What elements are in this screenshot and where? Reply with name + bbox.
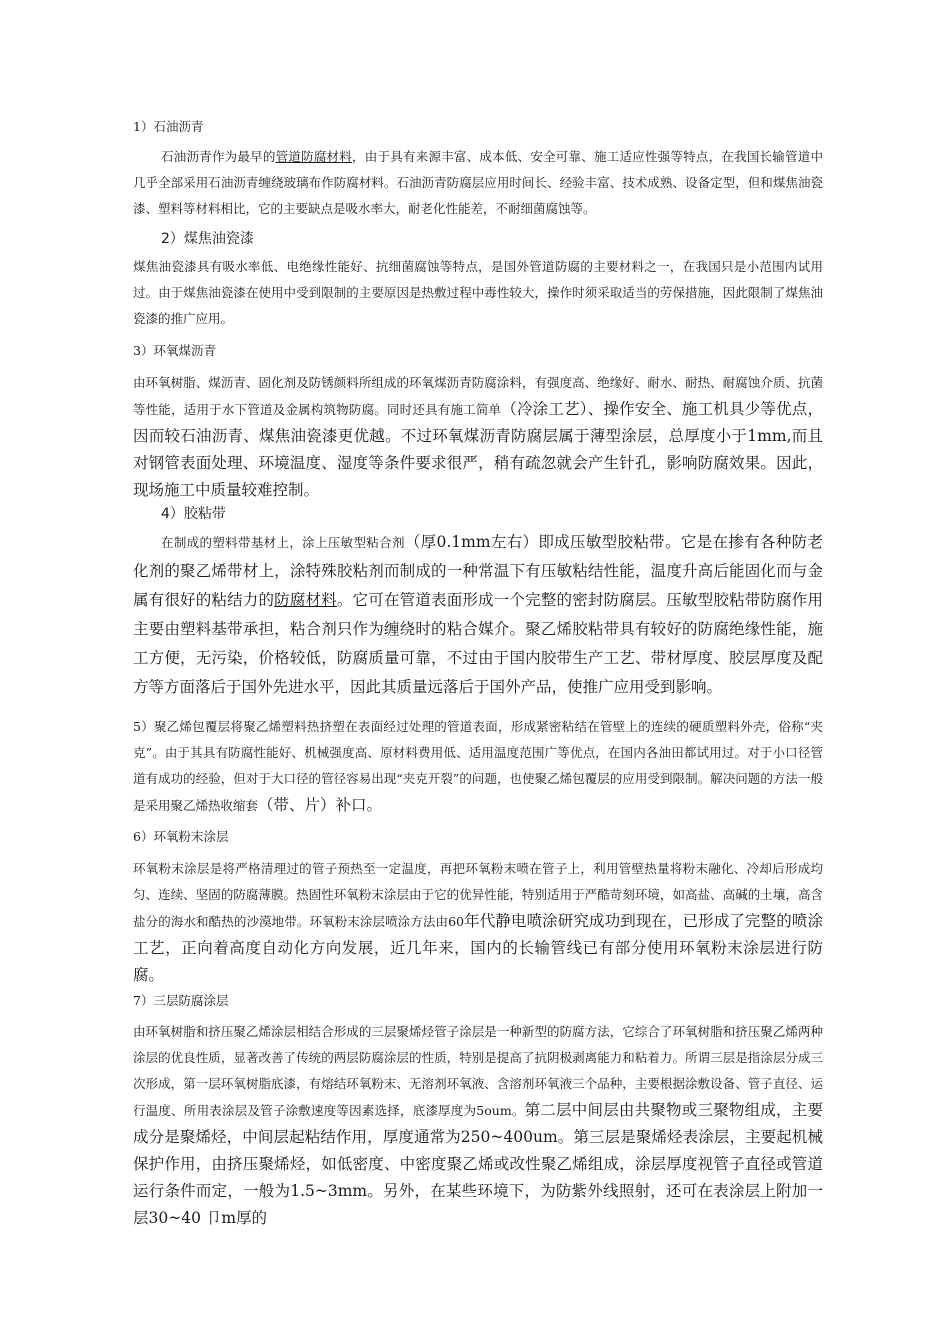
section-7 <box>133 992 823 1232</box>
text-run: 环氧粉末涂层是将严格清理过的管子预热至一定温度，再把环氧粉末喷在管子上，利用管壁热量将粉末融化、冷却后形成均匀、连续、坚固的防腐薄膜。热固性环氧粉末涂层由于它的优异性能，特别适用于严酷苛刻环境，如高盐、高碱的土壤，高含盐分的海水和酷热的沙漠地带。环氧粉末涂层喷涂方法由60 <box>133 861 823 929</box>
text-run: 年代静电喷涂研究成功到现在，已形成了完整的喷涂工艺，正向着高度自动化方向发展，近几年来，国内的长输管线已有部分使用环氧粉末涂层进行防腐。 <box>133 912 823 984</box>
text-run: 由环氧树脂、煤沥青、固化剂及防锈颜料所组成的环氧煤沥青防腐涂料，有强度高、绝缘好、耐水、耐热、耐腐蚀介质、抗菌等性能，适用于水下管道及金属构筑物防腐。同时还具有施工简单 <box>133 375 823 417</box>
link-text: 管道防腐材料 <box>275 149 353 164</box>
text-run: 由环氧树脂和挤压聚乙烯涂层相结合形成的三层聚烯烃管子涂层是一种新型的防腐方法，它综合了环氧树脂和挤压聚乙烯两种涂层的优良性质，显著改善了传统的两层防腐涂层的性质，特别是提高了抗阴极剥离能力和粘着力。所谓三层是指涂层分成三次形成，第一层环氧树脂底漆，有熔结环氧粉末、无溶剂环氧液、含溶剂环氧液三个品种，主要根据涂敷设备、管子直径、运行温度、所用表涂层及管子涂敷速度等因素选择，底漆厚度为5oum。 <box>133 1024 823 1118</box>
text-run: 第二层中间层由共聚物或三聚物组成，主要成分是聚烯烃，中间层起粘结作用，厚度通常为250~400um。第三层是聚烯烃表涂层，主要起机械保护作用，由挤压聚烯烃，如低密度、中密度聚乙烯或改性聚乙烯组成，涂层厚度视管子直径或管道运行条件而定，一般为1.5~3mm。另外，在某些环境下，为防紫外线照射，还可在表涂层上附加一层30~40 卩m厚的 <box>133 1101 823 1227</box>
text-run: （带、片）补口。 <box>258 796 383 814</box>
section-paragraph <box>133 714 823 819</box>
text-run: ，由于具有来源丰富、成本低、安全可靠、施工适应性强等特点，在我国长输管道中几乎全部采用石油沥青缠绕玻璃布作防腐材料。石油沥青防腐层应用时间长、经验丰富、技术成熟、设备定型，但和煤焦油瓷漆、塑料等材料相比，它的主要缺点是吸水率大，耐老化性能差，不耐细菌腐蚀等。 <box>133 149 823 216</box>
text-run: （厚0.1mm左右）即成压敏型胶粘带。它是在掺有各种防老化剂的聚乙烯带材上，涂特殊胶粘剂而制成的一种常温下有压敏粘结性能，温度升高后能固化而与金属有很好的粘结力的 <box>133 533 823 609</box>
section-3 <box>133 342 823 504</box>
text-run: 在制成的塑料带基材上，涂上压敏型粘合剂 <box>161 535 405 550</box>
section-5 <box>133 714 823 819</box>
section-6 <box>133 828 823 989</box>
text-run: 煤焦油瓷漆具有吸水率低、电绝缘性能好、抗细菌腐蚀等特点，是国外管道防腐的主要材料之一，在我国只是小范围内试用过。由于煤焦油瓷漆在使用中受到限制的主要原因是热敷过程中毒性较大，操作时须采取适当的劳保措施，因此限制了煤焦油瓷漆的推广应用。 <box>133 259 823 326</box>
text-run: 。它可在管道表面形成一个完整的密封防腐层。压敏型胶粘带防腐作用主要由塑料基带承担，粘合剂只作为缠绕时的粘合媒介。聚乙烯胶粘带具有较好的防腐绝缘性能，施工方便，无污染，价格较低，防腐质量可靠，不过由于国内胶带生产工艺、带材厚度、胶层厚度及配方等方面落后于国外先进水平，因此其质量远落后于国外产品，使推广应用受到影响。 <box>133 591 823 696</box>
section-1 <box>133 118 823 222</box>
section-2 <box>133 229 823 332</box>
link-text: 防腐材料 <box>274 591 337 609</box>
section-heading: 7）三层防腐涂层 <box>133 993 229 1008</box>
section-paragraph <box>133 370 823 504</box>
text-run: （冷涂工艺）、操作安全、施工机具少等优点，因而较石油沥青、煤焦油瓷漆更优越。不过环氧煤沥青防腐层属于薄型涂层，总厚度小于1mm,而且对钢管表面处理、环境温度、湿度等条件要求很严，稍有疏忽就会产生针孔，影响防腐效果。因此，现场施工中质量较难控制。 <box>133 400 823 499</box>
section-paragraph <box>133 144 823 222</box>
section-heading: 3）环氧煤沥青 <box>133 343 216 358</box>
section-paragraph <box>133 856 823 989</box>
text-run: 5）聚乙烯包覆层将聚乙烯塑料热挤塑在表面经过处理的管道表面，形成紧密粘结在管壁上的连续的硬质塑料外壳，俗称“夹克”。由于其具有防腐性能好、机械强度高、原材料费用低、适用温度范围广等优点，在国内各油田都试用过。对于小口径管道有成功的经验，但对于大口径的管径容易出现“夹克开裂”的问题，也使聚乙烯包覆层的应用受到限制。解决问题的方法一般是采用聚乙烯热收缩套 <box>133 719 823 813</box>
section-heading: 4）胶粘带 <box>161 506 226 522</box>
section-paragraph <box>133 1019 823 1232</box>
section-paragraph <box>133 254 823 332</box>
section-4 <box>133 504 823 702</box>
section-paragraph <box>133 528 823 702</box>
section-heading: 2）煤焦油瓷漆 <box>161 231 254 247</box>
text-run: 石油沥青作为最早的 <box>161 149 276 164</box>
section-heading: 6）环氧粉末涂层 <box>133 829 229 844</box>
section-heading: 1）石油沥青 <box>133 119 204 134</box>
